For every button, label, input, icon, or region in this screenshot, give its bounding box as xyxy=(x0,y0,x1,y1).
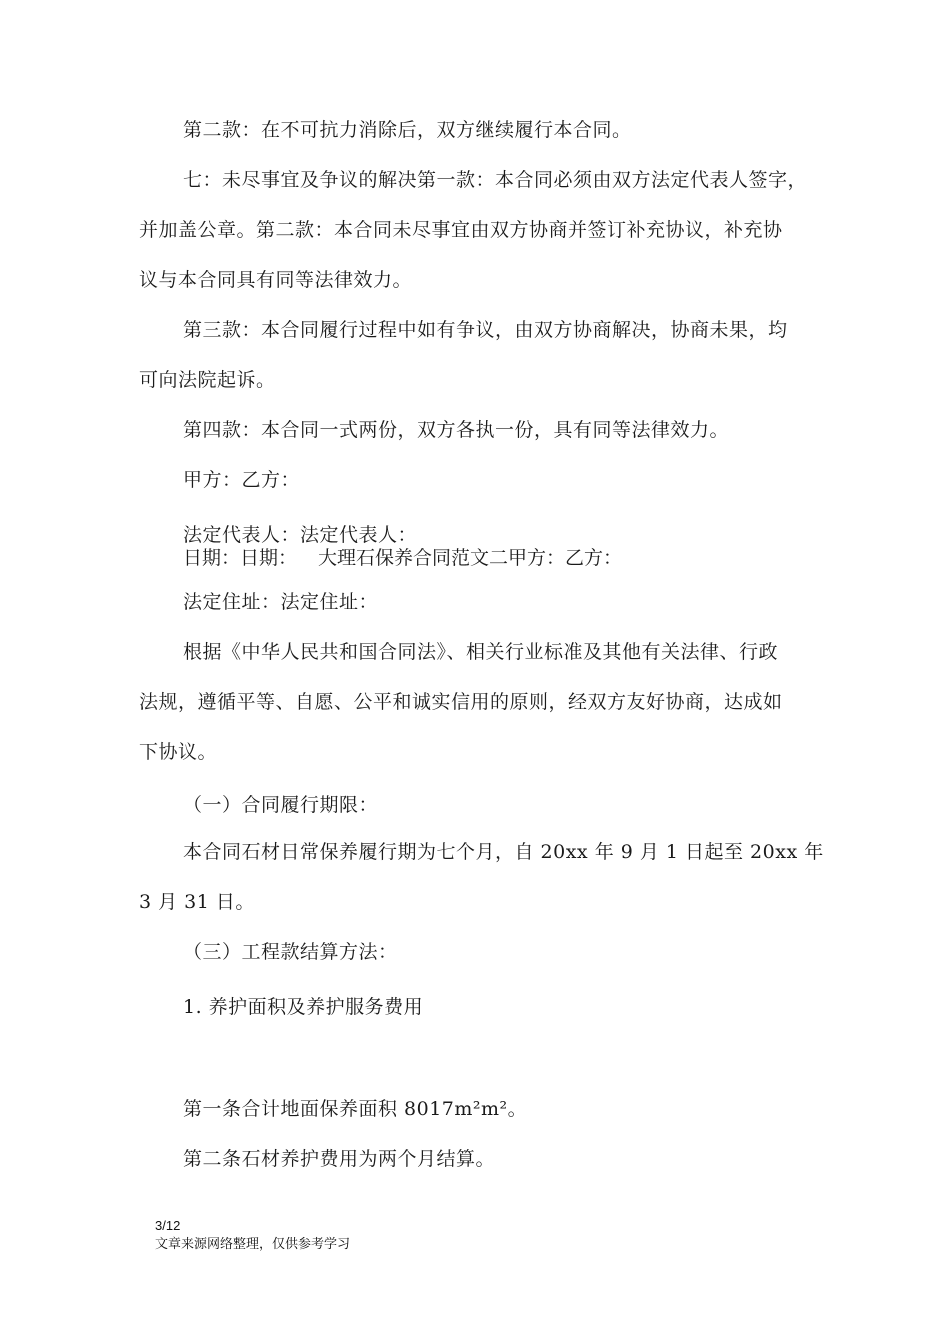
signature-representative-labels: 法定代表人：法定代表人： xyxy=(183,524,418,546)
section-heading-settlement: （三）工程款结算方法： xyxy=(183,941,398,963)
paragraph-preamble-line-2: 法规，遵循平等、自愿、公平和诚实信用的原则，经双方友好协商，达成如 xyxy=(139,691,783,713)
footer-note: 文章来源网络整理，仅供参考学习 xyxy=(155,1236,351,1251)
paragraph-section-7-line-1: 七：未尽事宜及争议的解决第一款：本合同必须由双方法定代表人签字， xyxy=(183,169,808,191)
contract-two-heading-overlap: 大理石保养合同范文二甲方：乙方： xyxy=(318,547,623,569)
paragraph-clause-3-line-2: 可向法院起诉。 xyxy=(139,369,276,391)
signature-address-labels: 法定住址：法定住址： xyxy=(183,591,379,613)
paragraph-term-line-2: 3 月 31 日。 xyxy=(139,891,255,913)
paragraph-clause-2: 第二款：在不可抗力消除后，双方继续履行本合同。 xyxy=(183,119,632,141)
page-number: 3/12 xyxy=(155,1218,181,1233)
signature-date-labels: 日期：日期： xyxy=(183,547,298,569)
paragraph-term-line-1: 本合同石材日常保养履行期为七个月，自 20xx 年 9 月 1 日起至 20xx 年 xyxy=(183,841,824,863)
signature-party-labels: 甲方：乙方： xyxy=(183,469,301,491)
paragraph-article-1: 第一条合计地面保养面积 8017m²m²。 xyxy=(183,1098,528,1120)
paragraph-clause-4: 第四款：本合同一式两份，双方各执一份，具有同等法律效力。 xyxy=(183,419,730,441)
paragraph-preamble-line-3: 下协议。 xyxy=(139,741,218,763)
paragraph-preamble-line-1: 根据《中华人民共和国合同法》、相关行业标准及其他有关法律、行政 xyxy=(183,641,779,663)
paragraph-article-2: 第二条石材养护费用为两个月结算。 xyxy=(183,1148,496,1170)
paragraph-section-7-line-3: 议与本合同具有同等法律效力。 xyxy=(139,269,413,291)
list-item-area-and-fees: 1. 养护面积及养护服务费用 xyxy=(183,996,424,1018)
paragraph-clause-3-line-1: 第三款：本合同履行过程中如有争议，由双方协商解决，协商未果，均 xyxy=(183,319,788,341)
paragraph-section-7-line-2: 并加盖公章。第二款：本合同未尽事宜由双方协商并签订补充协议，补充协 xyxy=(139,219,783,241)
section-heading-term: （一）合同履行期限： xyxy=(183,794,379,816)
